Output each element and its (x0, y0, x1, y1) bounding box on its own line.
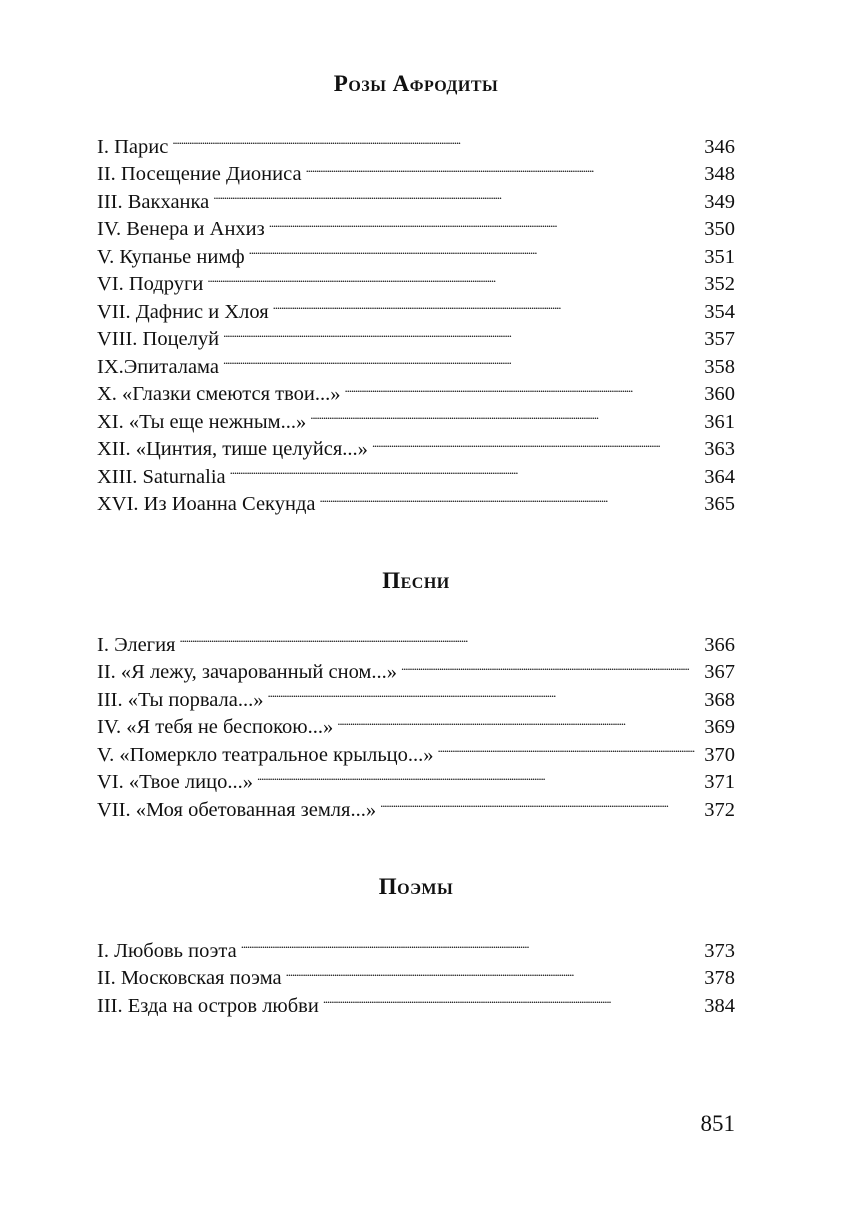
toc-entry-title: VII. Дафнис и Хлоя (97, 300, 269, 323)
toc-entry-title: VIII. Поцелуй (97, 328, 220, 350)
section-title: Песни (382, 568, 450, 593)
toc-list (97, 929, 735, 1017)
dot-leader (223, 345, 695, 373)
toc-entry-page: 346 (704, 135, 735, 158)
dot-leader (223, 318, 695, 346)
toc-entry-title: VII. «Моя обетованная земля...» (97, 798, 377, 821)
toc-entry-page: 357 (704, 328, 735, 350)
toc-entry (97, 125, 735, 158)
toc-entry-title: III. Вакханка (97, 190, 210, 213)
page-number: 851 (700, 1111, 735, 1136)
toc-entry-page: 363 (704, 438, 735, 460)
toc-section-poemy (97, 873, 735, 1017)
toc-entry-title: VI. «Твое лицо...» (97, 771, 253, 793)
toc-entry-page: 369 (704, 716, 735, 738)
dot-leader (372, 428, 695, 456)
section-title: Поэмы (378, 874, 454, 899)
dot-leader (438, 733, 695, 761)
dot-leader (269, 208, 695, 236)
toc-entry (97, 651, 735, 683)
toc-entry-title: XII. «Цинтия, тише целуйся...» (97, 438, 368, 460)
toc-entry-page: 378 (704, 967, 735, 989)
toc-entry-title: V. «Померкло театральное крыльцо...» (97, 743, 434, 766)
toc-entry-title: IV. Венера и Анхиз (97, 218, 265, 240)
toc-entry (97, 153, 735, 185)
dot-leader (306, 153, 695, 181)
toc-entry-page: 370 (704, 743, 735, 766)
toc-entry (97, 623, 735, 656)
dot-leader (337, 706, 695, 734)
toc-entry-title: X. «Глазки смеются твои...» (97, 383, 341, 405)
toc-entry-page: 365 (704, 493, 735, 515)
toc-entry-page: 367 (704, 661, 735, 683)
toc-entry-page: 360 (704, 383, 735, 405)
toc-entry (97, 929, 735, 962)
toc-section-pesni (97, 567, 735, 821)
dot-leader (401, 651, 695, 679)
toc-entry-title: VI. Подруги (97, 273, 204, 295)
dot-leader (345, 373, 695, 401)
section-title: Розы Афродиты (333, 71, 499, 96)
toc-entry-title: I. Парис (97, 135, 169, 158)
toc-entry-title: III. Езда на остров любви (97, 994, 319, 1017)
toc-list (97, 623, 735, 821)
dot-leader (241, 929, 695, 957)
dot-leader (230, 455, 695, 483)
toc-entry-title: XI. «Ты еще нежным...» (97, 410, 307, 433)
toc-entry-page: 373 (704, 939, 735, 962)
toc-entry-page: 368 (704, 688, 735, 711)
toc-entry-title: IV. «Я тебя не беспокою...» (97, 716, 334, 738)
toc-entry-page: 358 (704, 355, 735, 378)
toc-entry-page: 354 (704, 300, 735, 323)
dot-leader (273, 290, 695, 318)
toc-entry-page: 361 (704, 410, 735, 433)
toc-entry-page: 352 (704, 273, 735, 295)
toc-entry-page: 351 (704, 245, 735, 268)
dot-leader (380, 788, 695, 816)
dot-leader (249, 235, 695, 263)
toc-entry-title: I. Элегия (97, 633, 176, 656)
dot-leader (310, 400, 695, 428)
toc-entry-title: II. Посещение Диониса (97, 163, 302, 185)
dot-leader (207, 263, 695, 291)
toc-entry-title: II. Московская поэма (97, 967, 282, 989)
dot-leader (268, 678, 696, 706)
toc-entry-page: 384 (704, 994, 735, 1017)
toc-list (97, 125, 735, 515)
dot-leader (213, 180, 695, 208)
dot-leader (319, 483, 695, 511)
dot-leader (323, 984, 695, 1012)
dot-leader (172, 125, 695, 153)
toc-entry-title: XIII. Saturnalia (97, 465, 226, 488)
toc-entry-page: 350 (704, 218, 735, 240)
toc-entry-page: 364 (704, 465, 735, 488)
toc-entry-page: 372 (704, 798, 735, 821)
toc-entry-title: IX.Эпиталама (97, 355, 219, 378)
toc-section-rozy-afrodity (97, 70, 735, 515)
dot-leader (286, 957, 695, 985)
toc-entry-page: 366 (704, 633, 735, 656)
toc-entry-title: V. Купанье нимф (97, 245, 245, 268)
toc-entry-page: 371 (704, 771, 735, 793)
toc-entry-title: XVI. Из Иоанна Секунда (97, 493, 316, 515)
toc-entry-page: 348 (704, 163, 735, 185)
toc-entry-title: III. «Ты порвала...» (97, 688, 264, 711)
dot-leader (179, 623, 695, 651)
toc-entry-title: II. «Я лежу, зачарованный сном...» (97, 661, 398, 683)
toc-entry-title: I. Любовь поэта (97, 939, 237, 962)
dot-leader (257, 761, 695, 789)
toc-entry-page: 349 (704, 190, 735, 213)
